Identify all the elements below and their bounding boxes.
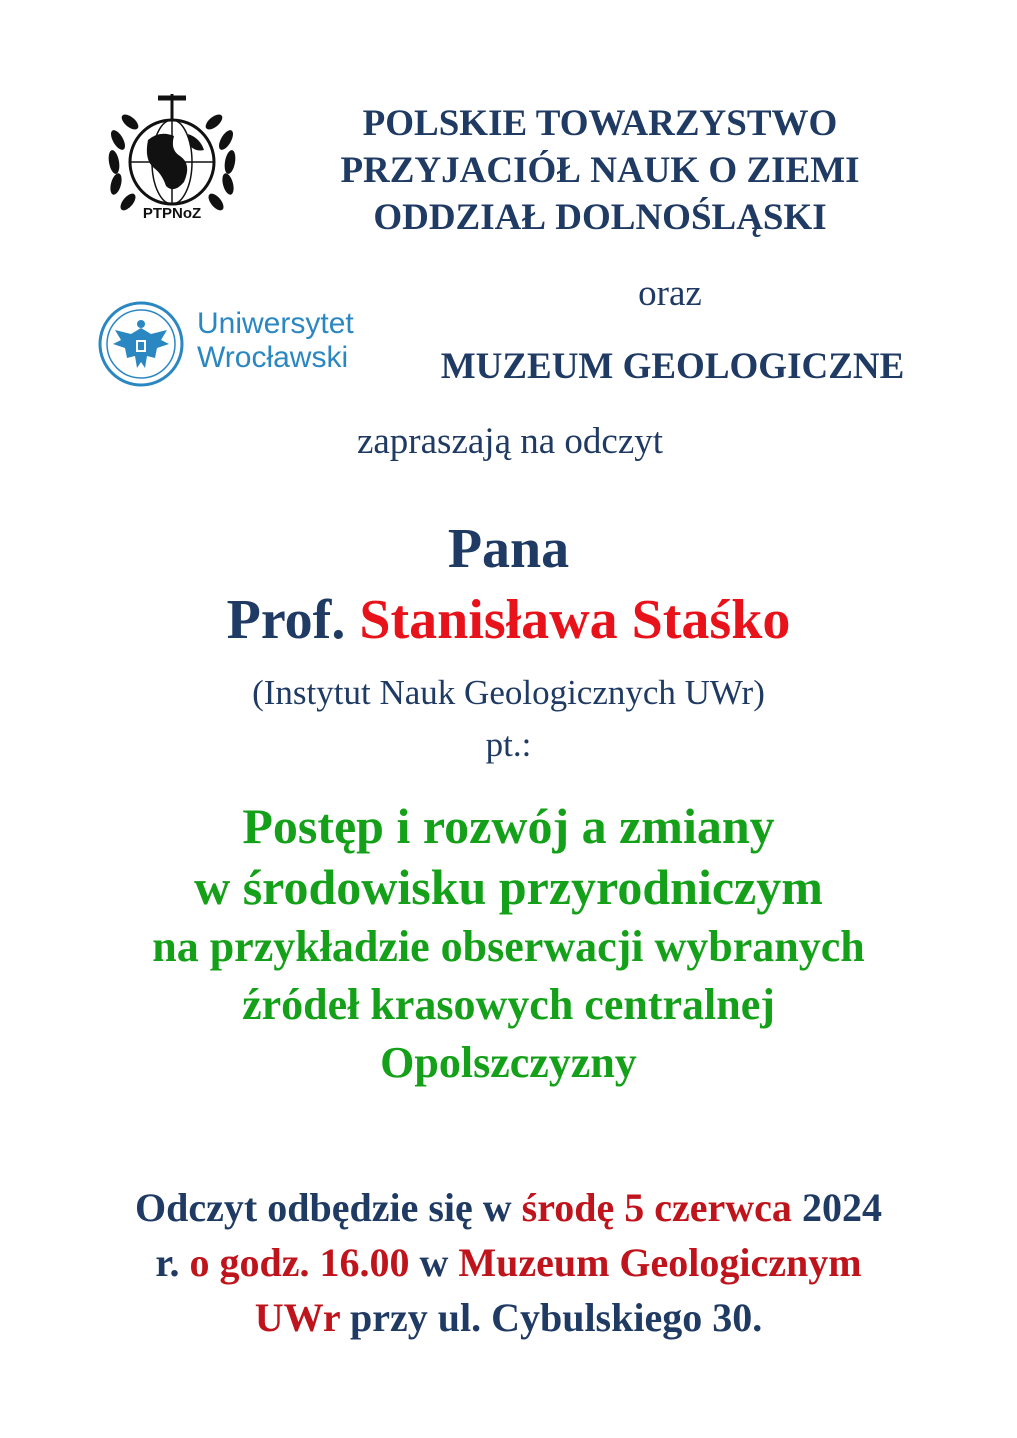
lecture-title-line-3: na przykładzie obserwacji wybranych [152,922,865,971]
invite-text: zapraszają na odczyt [356,421,664,462]
lecture-title-line-4: źródeł krasowych centralnej [242,980,775,1029]
event-time: o godz. 16.00 [189,1240,410,1285]
uwr-name-line-1: Uniwersytet [197,307,354,340]
society-header [280,100,920,241]
event-venue-uwr: UWr [254,1295,340,1340]
uwr-name-line-2: Wrocławski [197,341,349,374]
eagle-emblem-icon [95,300,187,388]
lecture-title-line-5: Opolszczyzny [380,1038,637,1087]
lecture-title [30,796,987,1092]
speaker-title: Prof. [226,589,346,651]
details-w: w [409,1240,459,1285]
oraz-text: oraz [638,273,702,314]
salutation: Pana [447,518,570,580]
pt-label: pt.: [485,725,532,764]
museum-title: MUZEUM GEOLOGICZNE [440,346,905,387]
lecture-title-line-1: Postęp i rozwój a zmiany [242,798,775,854]
event-venue: Muzeum Geologicznym [458,1240,862,1285]
details-line-2 [40,1235,977,1290]
ptpnoz-logo [100,90,245,230]
uwr-logo [95,300,385,388]
details-line-1 [40,1180,977,1235]
event-date: środę 5 czerwca [521,1185,792,1230]
event-address: przy ul. Cybulskiego 30. [339,1295,763,1340]
details-intro: Odczyt odbędzie się w [135,1185,522,1230]
society-line-1: POLSKIE TOWARZYSTWO [362,103,838,144]
event-year: 2024 [791,1185,882,1230]
lecture-title-line-2: w środowisku przyrodniczym [194,859,823,915]
event-details [40,1180,977,1345]
ptpnoz-logo-text: PTPNoZ [142,205,202,222]
details-r: r. [155,1240,190,1285]
society-line-2: PRZYJACIÓŁ NAUK O ZIEMI [340,150,860,191]
uwr-name [197,307,354,375]
globe-icon [100,90,245,230]
society-line-3: ODDZIAŁ DOLNOŚLĄSKI [373,197,827,238]
speaker-name: Stanisława Staśko [359,589,791,651]
details-line-3 [40,1290,977,1345]
speaker-name-line [0,588,1017,652]
speaker-affiliation: (Instytut Nauk Geologicznych UWr) [252,673,765,712]
